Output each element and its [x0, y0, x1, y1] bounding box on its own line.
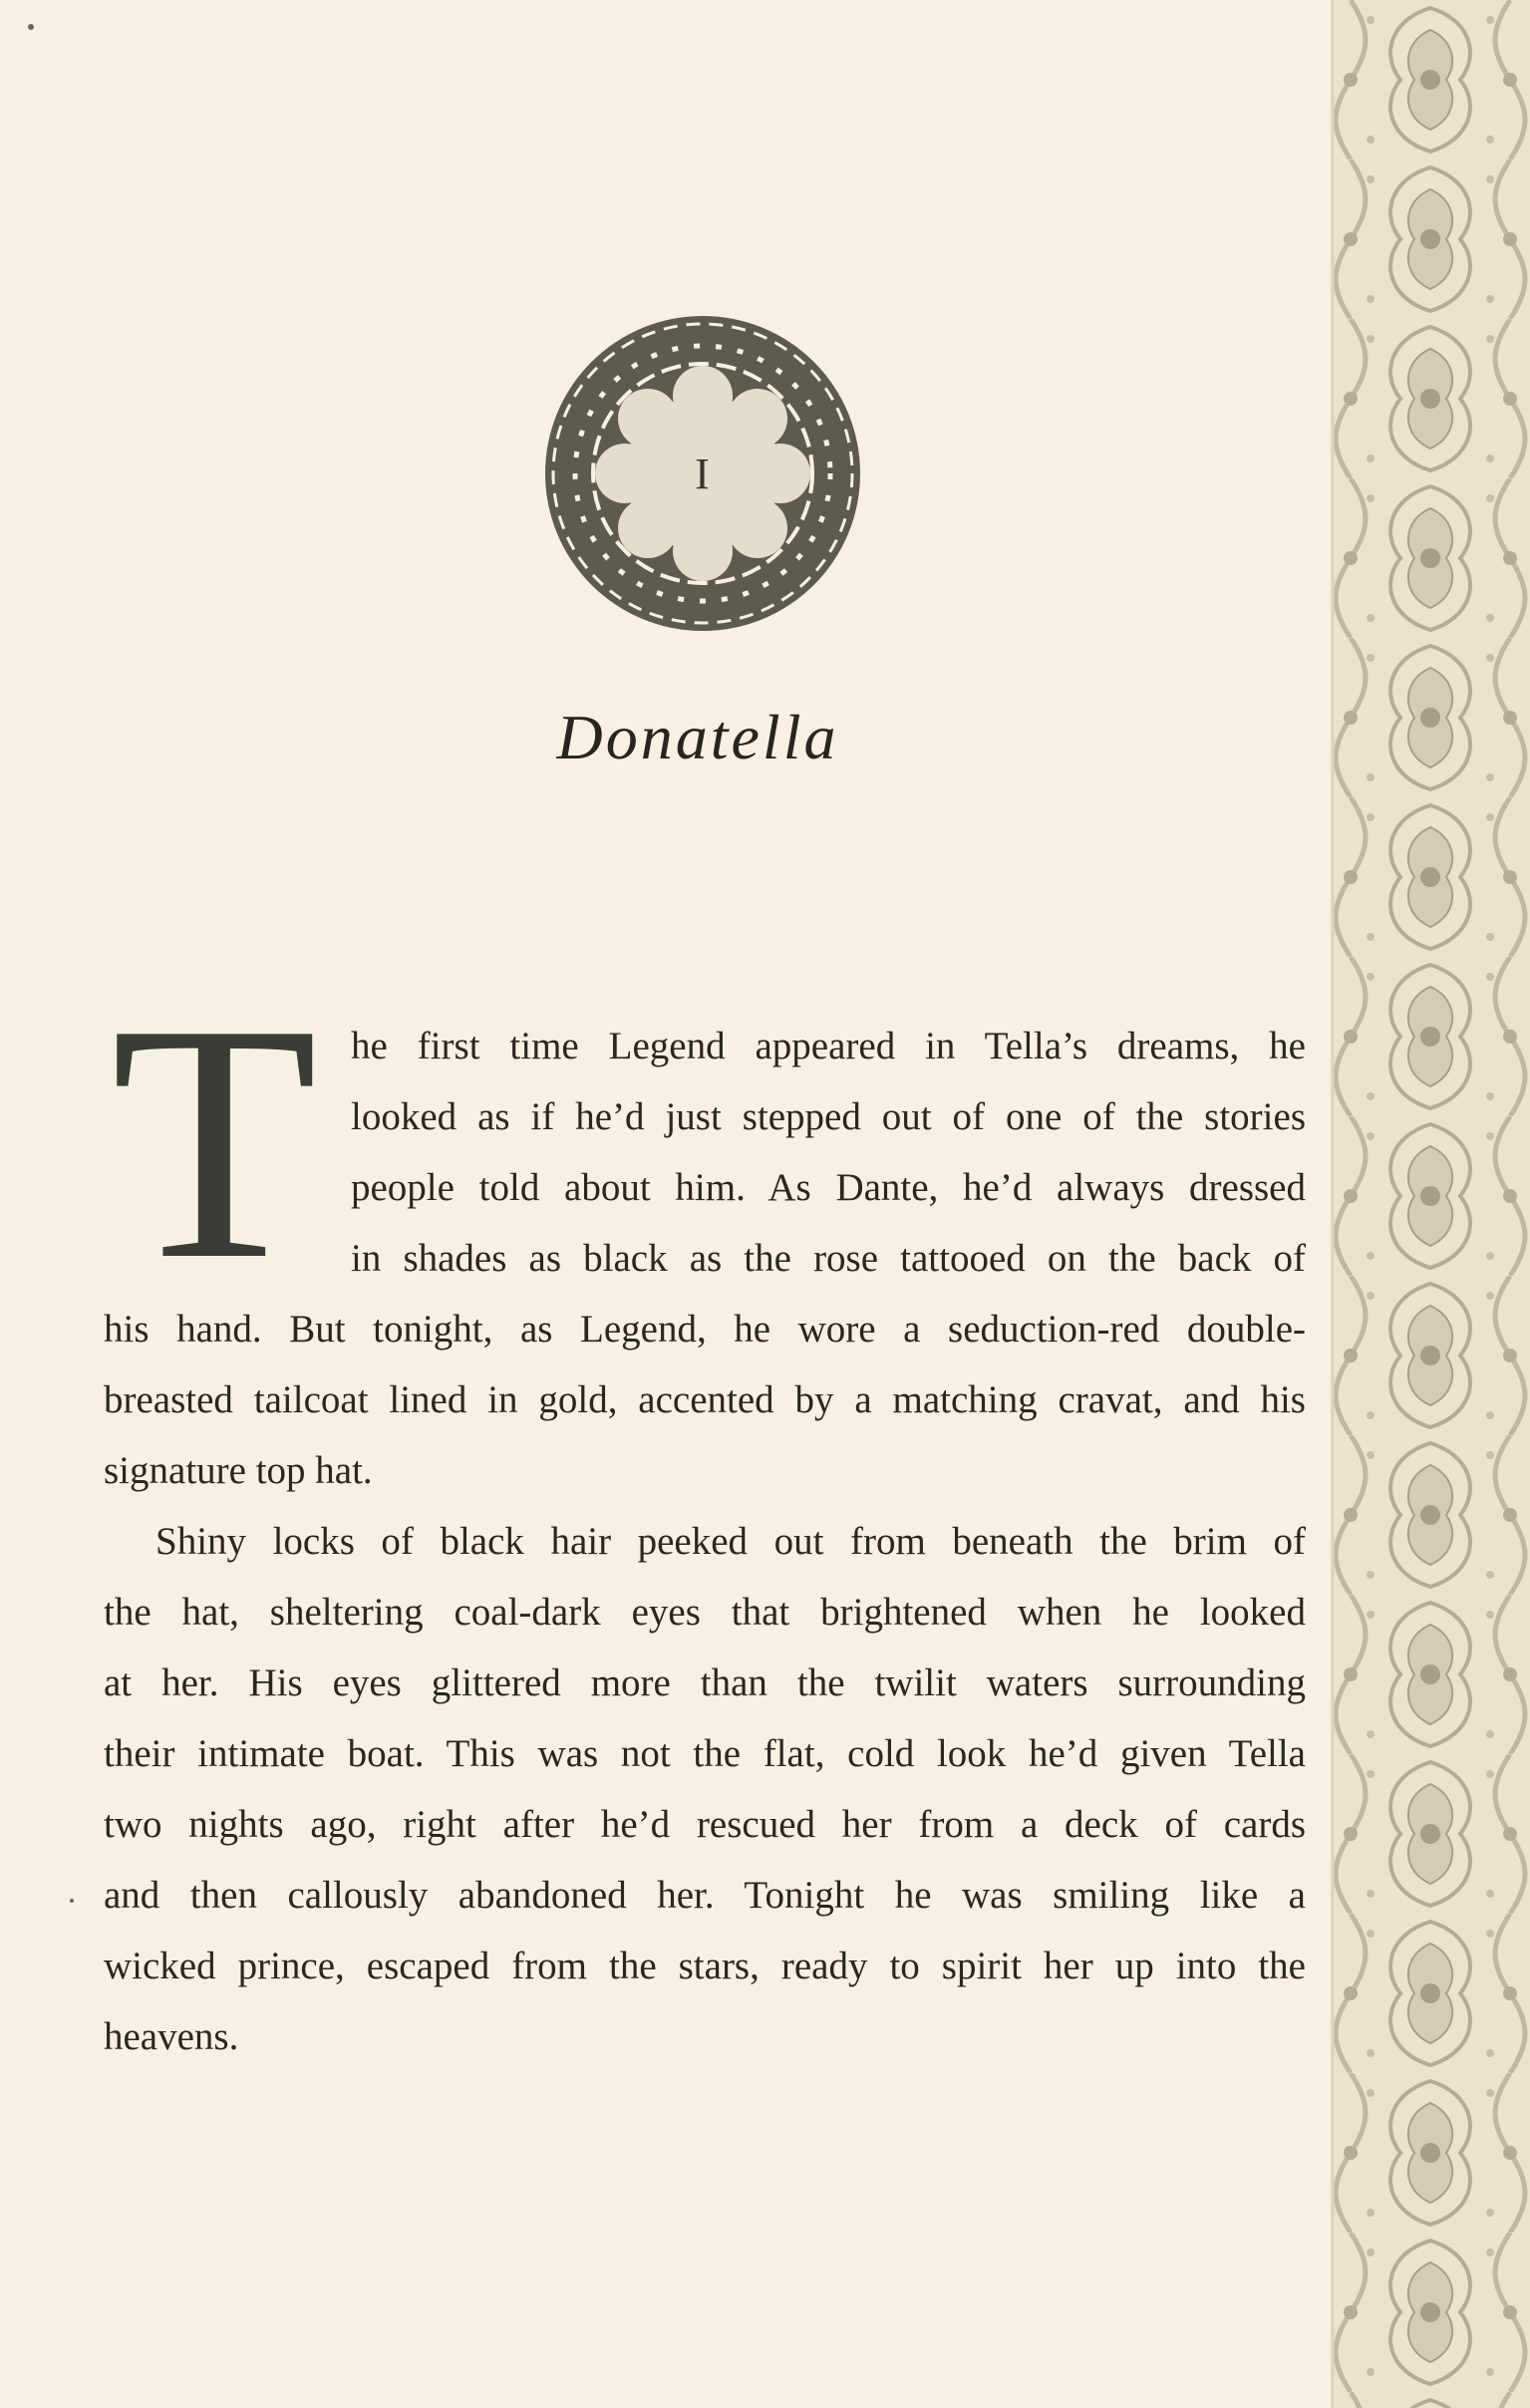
chapter-title: Donatella [556, 702, 839, 772]
text-line: in shades as black as the rose tattooed on the back of [351, 1237, 1306, 1280]
text-line: two nights ago, right after he’d rescued her from a deck of cards [104, 1803, 1306, 1846]
drop-cap [95, 1007, 334, 1268]
text-line: at her. His eyes glittered more than the twilit waters surrounding [104, 1661, 1306, 1704]
text-line: Shiny locks of black hair peeked out from beneath the brim of [155, 1520, 1306, 1563]
text-line: heavens. [104, 2015, 239, 2058]
text-line: people told about him. As Dante, he’d always dressed [351, 1166, 1306, 1209]
chapter-number: I [695, 449, 711, 498]
text-line: breasted tailcoat lined in gold, accented by a matching cravat, and his [104, 1378, 1306, 1421]
scan-speck [28, 24, 34, 30]
text-line: wicked prince, escaped from the stars, ready to spirit her up into the [104, 1945, 1306, 1987]
text-line: their intimate boat. This was not the flat, cold look he’d given Tella [104, 1732, 1306, 1775]
text-line: his hand. But tonight, as Legend, he wore a seduction-red double- [104, 1308, 1306, 1351]
text-line: the hat, sheltering coal-dark eyes that brightened when he looked [104, 1591, 1306, 1634]
drop-cap-letter: T [111, 1007, 318, 1268]
text-line: looked as if he’d just stepped out of one of the stories [351, 1095, 1306, 1138]
ornamental-side-border [1331, 0, 1530, 2408]
text-line: and then callously abandoned her. Tonight he was smiling like a [104, 1874, 1306, 1917]
text-line: signature top hat. [104, 1449, 373, 1492]
text-line: he first time Legend appeared in Tella’s dreams, he [351, 1025, 1306, 1067]
scan-speck [70, 1899, 74, 1903]
chapter-ornament [533, 304, 872, 643]
